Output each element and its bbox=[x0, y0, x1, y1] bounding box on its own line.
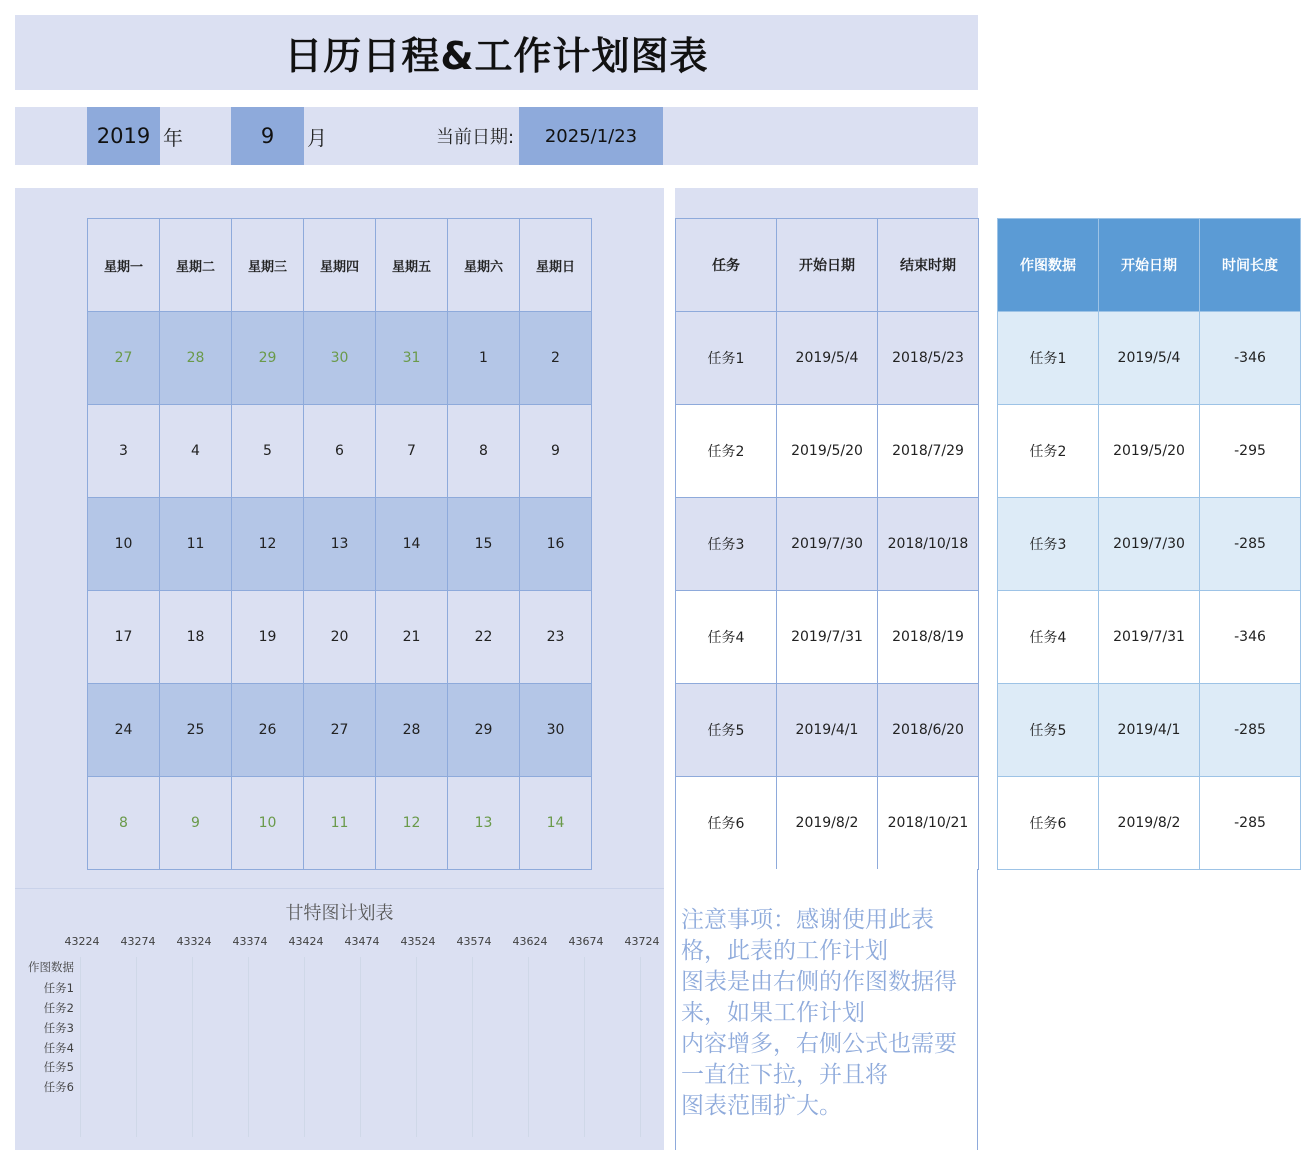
year-label: 年 bbox=[163, 125, 183, 150]
calendar-day[interactable]: 15 bbox=[448, 498, 520, 591]
calendar-day[interactable]: 9 bbox=[160, 777, 232, 870]
calendar-day[interactable]: 29 bbox=[448, 684, 520, 777]
duration-cell[interactable]: -346 bbox=[1200, 591, 1301, 684]
month-input[interactable]: 9 bbox=[231, 107, 304, 165]
duration-header: 时间长度 bbox=[1200, 219, 1301, 312]
calendar-day[interactable]: 29 bbox=[232, 312, 304, 405]
table-row bbox=[676, 405, 979, 498]
x-tick-label: 43224 bbox=[64, 935, 100, 948]
calendar-day[interactable]: 9 bbox=[520, 405, 592, 498]
x-tick-label: 43574 bbox=[456, 935, 492, 948]
start-date-cell[interactable]: 2019/8/2 bbox=[777, 777, 878, 870]
start-date-cell[interactable]: 2019/5/4 bbox=[1099, 312, 1200, 405]
end-date-cell[interactable]: 2018/7/29 bbox=[878, 405, 979, 498]
calendar-day[interactable]: 2 bbox=[520, 312, 592, 405]
task-name-cell[interactable]: 任务3 bbox=[998, 498, 1099, 591]
gridline bbox=[248, 957, 249, 1137]
calendar-day[interactable]: 21 bbox=[376, 591, 448, 684]
calendar-day[interactable]: 1 bbox=[448, 312, 520, 405]
calendar-day[interactable]: 12 bbox=[232, 498, 304, 591]
y-category-label: 任务2 bbox=[43, 1001, 74, 1015]
task-name-cell[interactable]: 任务1 bbox=[998, 312, 1099, 405]
start-date-cell[interactable]: 2019/4/1 bbox=[1099, 684, 1200, 777]
gantt-title: 甘特图计划表 bbox=[285, 903, 394, 924]
start-date-cell[interactable]: 2019/4/1 bbox=[777, 684, 878, 777]
table-row bbox=[998, 684, 1301, 777]
table-row bbox=[676, 777, 979, 870]
calendar-day[interactable]: 10 bbox=[232, 777, 304, 870]
task-table bbox=[675, 218, 979, 870]
calendar-day[interactable]: 8 bbox=[88, 777, 160, 870]
gridline bbox=[136, 957, 137, 1137]
table-row bbox=[998, 777, 1301, 870]
y-category-label: 任务4 bbox=[43, 1041, 74, 1055]
page-title: 日历日程&工作计划图表 bbox=[284, 34, 709, 78]
weekday-header: 星期四 bbox=[304, 219, 376, 312]
notes-line: 一直往下拉，并且将 bbox=[681, 1062, 888, 1088]
calendar-day[interactable]: 20 bbox=[304, 591, 376, 684]
weekday-header: 星期五 bbox=[376, 219, 448, 312]
gridline bbox=[360, 957, 361, 1137]
task-name-cell[interactable]: 任务2 bbox=[998, 405, 1099, 498]
notes-line: 图表范围扩大。 bbox=[681, 1093, 842, 1119]
calendar-week bbox=[88, 405, 592, 498]
calendar-day[interactable]: 27 bbox=[88, 312, 160, 405]
calendar-day[interactable]: 18 bbox=[160, 591, 232, 684]
table-row bbox=[998, 405, 1301, 498]
x-tick-label: 43274 bbox=[120, 935, 156, 948]
chart-data-header: 作图数据 bbox=[998, 219, 1099, 312]
duration-cell[interactable]: -285 bbox=[1200, 498, 1301, 591]
start-date-cell[interactable]: 2019/7/30 bbox=[1099, 498, 1200, 591]
chart-data-table bbox=[997, 218, 1301, 870]
task-name-cell[interactable]: 任务5 bbox=[998, 684, 1099, 777]
calendar-day[interactable]: 30 bbox=[304, 312, 376, 405]
gridline bbox=[416, 957, 417, 1137]
task-name-cell[interactable]: 任务5 bbox=[676, 684, 777, 777]
current-date-label: 当前日期: bbox=[436, 127, 515, 148]
x-tick-label: 43624 bbox=[512, 935, 548, 948]
calendar-day[interactable]: 6 bbox=[304, 405, 376, 498]
weekday-header: 星期二 bbox=[160, 219, 232, 312]
start-date-cell[interactable]: 2019/8/2 bbox=[1099, 777, 1200, 870]
y-category-label: 任务6 bbox=[43, 1080, 74, 1094]
calendar-day[interactable]: 24 bbox=[88, 684, 160, 777]
start-date-cell[interactable]: 2019/7/31 bbox=[777, 591, 878, 684]
x-tick-label: 43324 bbox=[176, 935, 212, 948]
x-tick-label: 43374 bbox=[232, 935, 268, 948]
task-name-cell[interactable]: 任务4 bbox=[998, 591, 1099, 684]
table-row bbox=[676, 591, 979, 684]
duration-cell[interactable]: -285 bbox=[1200, 684, 1301, 777]
calendar-day[interactable]: 28 bbox=[376, 684, 448, 777]
task-name-cell[interactable]: 任务1 bbox=[676, 312, 777, 405]
start-date-cell[interactable]: 2019/7/31 bbox=[1099, 591, 1200, 684]
table-row bbox=[998, 498, 1301, 591]
calendar-day[interactable]: 26 bbox=[232, 684, 304, 777]
weekday-header: 星期三 bbox=[232, 219, 304, 312]
calendar-day[interactable]: 5 bbox=[232, 405, 304, 498]
notes-line: 注意事项：感谢使用此表 bbox=[681, 907, 934, 933]
table-row bbox=[676, 684, 979, 777]
notes-text bbox=[681, 905, 973, 1122]
x-tick-label: 43524 bbox=[400, 935, 436, 948]
calendar-week bbox=[88, 312, 592, 405]
task-name-cell[interactable]: 任务3 bbox=[676, 498, 777, 591]
end-date-header: 结束时期 bbox=[878, 219, 979, 312]
task-header: 任务 bbox=[676, 219, 777, 312]
end-date-cell[interactable]: 2018/6/20 bbox=[878, 684, 979, 777]
calendar-week bbox=[88, 498, 592, 591]
calendar-day[interactable]: 25 bbox=[160, 684, 232, 777]
calendar-week bbox=[88, 591, 592, 684]
gridline bbox=[528, 957, 529, 1137]
notes-line: 格，此表的工作计划 bbox=[681, 938, 888, 964]
calendar-day[interactable]: 4 bbox=[160, 405, 232, 498]
calendar-day[interactable]: 13 bbox=[304, 498, 376, 591]
duration-cell[interactable]: -346 bbox=[1200, 312, 1301, 405]
weekday-header: 星期六 bbox=[448, 219, 520, 312]
gantt-chart[interactable] bbox=[15, 888, 664, 1150]
gridline bbox=[192, 957, 193, 1137]
calendar-day[interactable]: 30 bbox=[520, 684, 592, 777]
calendar-day[interactable]: 22 bbox=[448, 591, 520, 684]
calendar-day[interactable]: 14 bbox=[520, 777, 592, 870]
task-table-top-band bbox=[675, 188, 978, 219]
x-tick-label: 43724 bbox=[624, 935, 660, 948]
end-date-cell[interactable]: 2018/8/19 bbox=[878, 591, 979, 684]
calendar-day[interactable]: 16 bbox=[520, 498, 592, 591]
x-tick-label: 43474 bbox=[344, 935, 380, 948]
table-row bbox=[998, 591, 1301, 684]
calendar-day[interactable]: 23 bbox=[520, 591, 592, 684]
notes-line: 内容增多，右侧公式也需要 bbox=[681, 1031, 957, 1057]
start-date-cell[interactable]: 2019/5/20 bbox=[1099, 405, 1200, 498]
gridline bbox=[472, 957, 473, 1137]
calendar-day[interactable]: 12 bbox=[376, 777, 448, 870]
y-category-label: 任务3 bbox=[43, 1021, 74, 1035]
start-date-cell[interactable]: 2019/7/30 bbox=[777, 498, 878, 591]
notes-panel bbox=[675, 869, 978, 1150]
table-row bbox=[998, 312, 1301, 405]
month-label: 月 bbox=[307, 125, 327, 150]
end-date-cell[interactable]: 2018/5/23 bbox=[878, 312, 979, 405]
task-name-cell[interactable]: 任务4 bbox=[676, 591, 777, 684]
start-date-cell[interactable]: 2019/5/20 bbox=[777, 405, 878, 498]
y-category-label: 任务1 bbox=[43, 981, 74, 995]
calendar-day[interactable]: 3 bbox=[88, 405, 160, 498]
task-name-cell[interactable]: 任务6 bbox=[998, 777, 1099, 870]
calendar-day[interactable]: 7 bbox=[376, 405, 448, 498]
gridline bbox=[80, 957, 81, 1137]
y-category-label: 任务5 bbox=[43, 1060, 74, 1074]
x-tick-label: 43674 bbox=[568, 935, 604, 948]
calendar-grid bbox=[87, 218, 592, 870]
calendar-day[interactable]: 27 bbox=[304, 684, 376, 777]
calendar-day[interactable]: 28 bbox=[160, 312, 232, 405]
gridline bbox=[304, 957, 305, 1137]
calendar-day[interactable]: 8 bbox=[448, 405, 520, 498]
calendar-day[interactable]: 11 bbox=[160, 498, 232, 591]
calendar-day[interactable]: 13 bbox=[448, 777, 520, 870]
calendar-day[interactable]: 10 bbox=[88, 498, 160, 591]
task-name-cell[interactable]: 任务2 bbox=[676, 405, 777, 498]
title-band bbox=[15, 15, 978, 90]
weekday-header: 星期日 bbox=[520, 219, 592, 312]
notes-line: 图表是由右侧的作图数据得 bbox=[681, 969, 957, 995]
calendar-week bbox=[88, 684, 592, 777]
start-date-header: 开始日期 bbox=[777, 219, 878, 312]
duration-cell[interactable]: -285 bbox=[1200, 777, 1301, 870]
y-category-label: 作图数据 bbox=[28, 960, 74, 974]
start-date-header: 开始日期 bbox=[1099, 219, 1200, 312]
notes-line: 来，如果工作计划 bbox=[681, 1000, 865, 1026]
calendar-day[interactable]: 19 bbox=[232, 591, 304, 684]
calendar-day[interactable]: 31 bbox=[376, 312, 448, 405]
year-input[interactable]: 2019 bbox=[87, 107, 160, 165]
end-date-cell[interactable]: 2018/10/21 bbox=[878, 777, 979, 870]
gridline bbox=[640, 957, 641, 1137]
duration-cell[interactable]: -295 bbox=[1200, 405, 1301, 498]
end-date-cell[interactable]: 2018/10/18 bbox=[878, 498, 979, 591]
table-row bbox=[676, 312, 979, 405]
x-tick-label: 43424 bbox=[288, 935, 324, 948]
calendar-day[interactable]: 11 bbox=[304, 777, 376, 870]
weekday-header: 星期一 bbox=[88, 219, 160, 312]
task-name-cell[interactable]: 任务6 bbox=[676, 777, 777, 870]
current-date-value[interactable]: 2025/1/23 bbox=[519, 107, 663, 165]
calendar-day[interactable]: 14 bbox=[376, 498, 448, 591]
gridline bbox=[584, 957, 585, 1137]
calendar-day[interactable]: 17 bbox=[88, 591, 160, 684]
calendar-week bbox=[88, 777, 592, 870]
start-date-cell[interactable]: 2019/5/4 bbox=[777, 312, 878, 405]
table-row bbox=[676, 498, 979, 591]
